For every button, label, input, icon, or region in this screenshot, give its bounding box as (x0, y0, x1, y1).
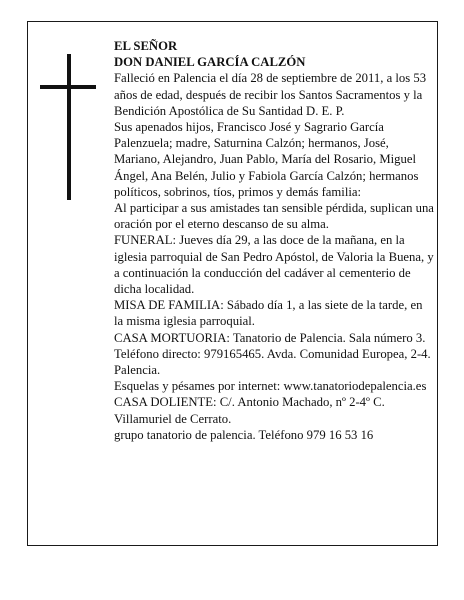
funeral-home: CASA MORTUORIA: Tanatorio de Palencia. Sala número 3. Teléfono directo: 979165465. Avda. Comunidad Europea, 2-4. Palencia. (114, 330, 431, 378)
death-announcement: Falleció en Palencia el día 28 de septiembre de 2011, a los 53 años de edad, después de recibir los Santos Sacramentos y la Bendición Apostólica de Su Santidad D. E. P. (114, 71, 427, 118)
funeral-details: FUNERAL: Jueves día 29, a las doce de la mañana, en la iglesia parroquial de San Pedro Apóstol, de Valoria la Buena, y a continuación la conducción del cadáver al cementerio de dicha localidad. (114, 233, 434, 297)
family-home: CASA DOLIENTE: C/. Antonio Machado, nº 2-4º C. Villamuriel de Cerrato. (114, 395, 385, 426)
family-members: Sus apenados hijos, Francisco José y Sagrario García Palenzuela; madre, Saturnina Calzón; hermanos, José, Mariano, Alejandro, Juan Pablo, María del Rosario, Miguel Ángel, Ana Belén, Julio y Fabiola García Calzón; hermanos políticos, sobrinos, tíos, primos y demás familia: (114, 120, 419, 199)
family-mass: MISA DE FAMILIA: Sábado día 1, a las siete de la tarde, en la misma iglesia parroquial. (114, 298, 423, 329)
obituary-text (114, 38, 434, 443)
title-line-1: EL SEÑOR (114, 39, 178, 53)
cross-vertical-bar (67, 54, 71, 200)
online-condolences: Esquelas y pésames por internet: www.tanatoriodepalencia.es (114, 379, 427, 394)
deceased-name: DON DANIEL GARCÍA CALZÓN (114, 55, 306, 70)
latin-cross-icon (40, 54, 96, 200)
footer-contact: grupo tanatorio de palencia. Teléfono 979 16 53 16 (114, 427, 374, 442)
cross-horizontal-bar (40, 85, 96, 89)
prayer-request: Al participar a sus amistades tan sensible pérdida, suplican una oración por el eterno descanso de su alma. (114, 201, 434, 232)
